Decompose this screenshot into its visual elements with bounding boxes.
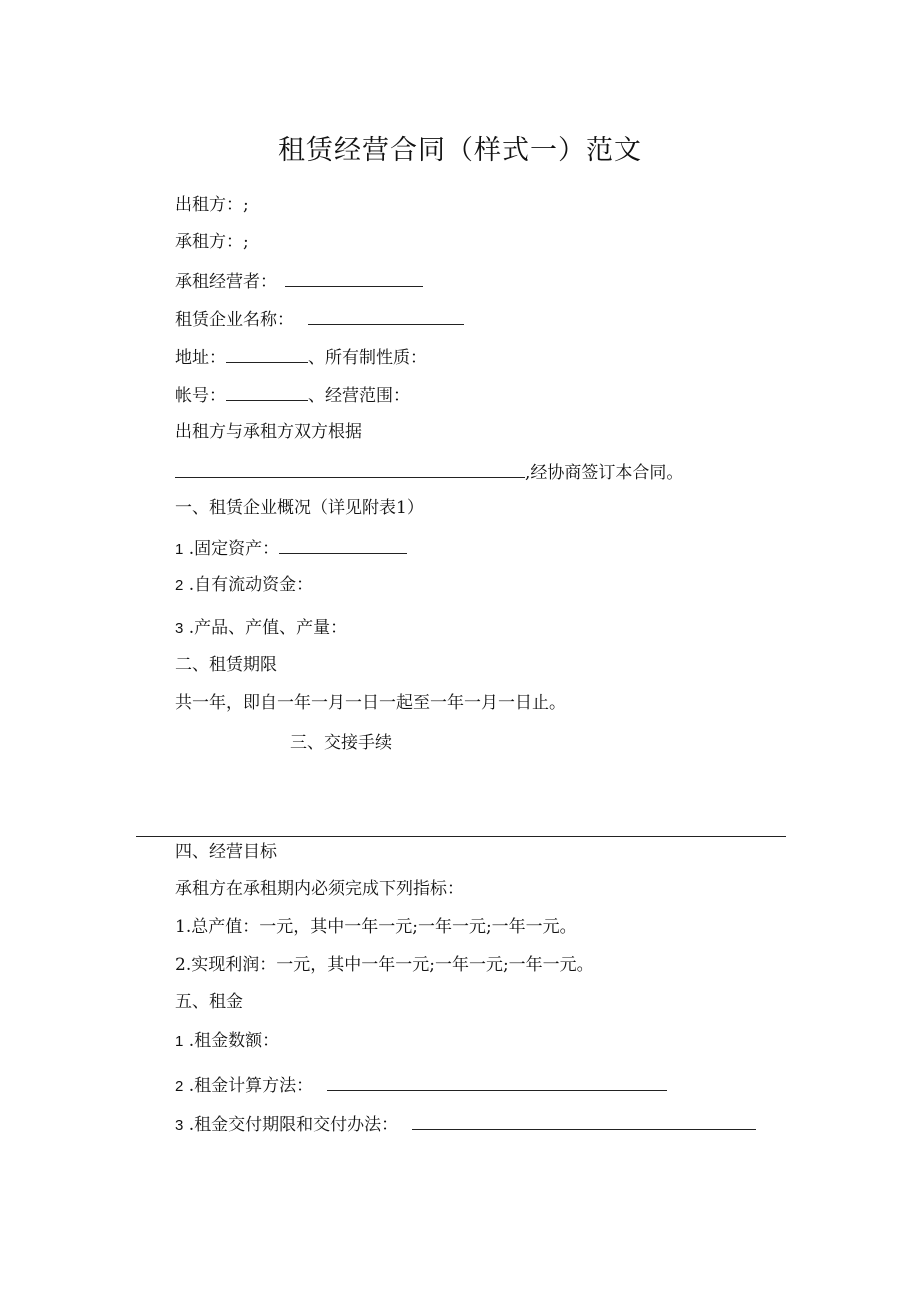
- address-line: [175, 344, 427, 370]
- operator-blank: [285, 268, 423, 287]
- section5-item2-label: .租金计算方法：: [188, 1076, 314, 1096]
- section1-heading: 一、租赁企业概况（详见附表1）: [175, 498, 424, 518]
- rent-calc-blank: [327, 1072, 667, 1091]
- operator-line: [175, 268, 423, 294]
- enterprise-name-blank: [308, 306, 464, 325]
- section5-item3-label: .租金交付期限和交付办法：: [188, 1115, 399, 1135]
- section4-item2: 2.实现利润：一元，其中一年一元;一年一元;一年一元。: [175, 955, 594, 975]
- section5-item3: [175, 1111, 756, 1138]
- lessee-line: 承租方：;: [175, 232, 249, 252]
- address-blank: [226, 344, 308, 363]
- section5-item1: [175, 1029, 279, 1054]
- section1-item2-num: 2: [175, 577, 184, 594]
- basis-line: 出租方与承租方双方根据: [175, 422, 362, 442]
- section1-item3-label: .产品、产值、产量：: [188, 618, 348, 638]
- account-blank: [226, 382, 308, 401]
- section4-intro: 承租方在承租期内必须完成下列指标：: [175, 879, 464, 899]
- enterprise-name-label: 租赁企业名称：: [175, 310, 294, 330]
- section1-item3-num: 3: [175, 620, 184, 637]
- section5-item1-label: .租金数额：: [188, 1031, 280, 1051]
- address-label: 地址：: [175, 348, 226, 368]
- enterprise-name-line: [175, 306, 464, 332]
- section5-item1-num: 1: [175, 1033, 184, 1050]
- section5-item2-num: 2: [175, 1078, 184, 1095]
- section1-item1: [175, 535, 407, 562]
- section1-item1-num: 1: [175, 541, 184, 558]
- basis-blank: [175, 459, 525, 478]
- account-line: [175, 382, 410, 408]
- agreement-line: [175, 459, 683, 485]
- document-title: 租赁经营合同（样式一）范文: [278, 135, 642, 166]
- operator-label: 承租经营者：: [175, 272, 277, 292]
- business-scope-label: 、经营范围：: [308, 386, 410, 406]
- fixed-assets-blank: [279, 535, 407, 554]
- section3-heading: 三、交接手续: [290, 733, 392, 753]
- agreement-text: ,经协商签订本合同。: [525, 463, 684, 483]
- account-label: 帐号：: [175, 386, 226, 406]
- section1-item2-label: .自有流动资金：: [188, 575, 314, 595]
- ownership-label: 、所有制性质：: [308, 348, 427, 368]
- section4-item1: 1.总产值：一元，其中一年一元;一年一元;一年一元。: [175, 917, 577, 937]
- section5-item2: [175, 1072, 667, 1099]
- lessor-line: 出租方：;: [175, 195, 249, 215]
- rent-payment-blank: [412, 1111, 756, 1130]
- section1-item1-label: .固定资产：: [188, 539, 280, 559]
- section4-heading: 四、经营目标: [175, 842, 277, 862]
- section5-heading: 五、租金: [175, 992, 243, 1012]
- section1-item3: [175, 616, 347, 641]
- section2-heading: 二、租赁期限: [175, 655, 277, 675]
- section1-item2: [175, 573, 313, 598]
- horizontal-divider: [136, 836, 786, 837]
- section2-text: 共一年，即自一年一月一日一起至一年一月一日止。: [175, 693, 566, 713]
- section5-item3-num: 3: [175, 1117, 184, 1134]
